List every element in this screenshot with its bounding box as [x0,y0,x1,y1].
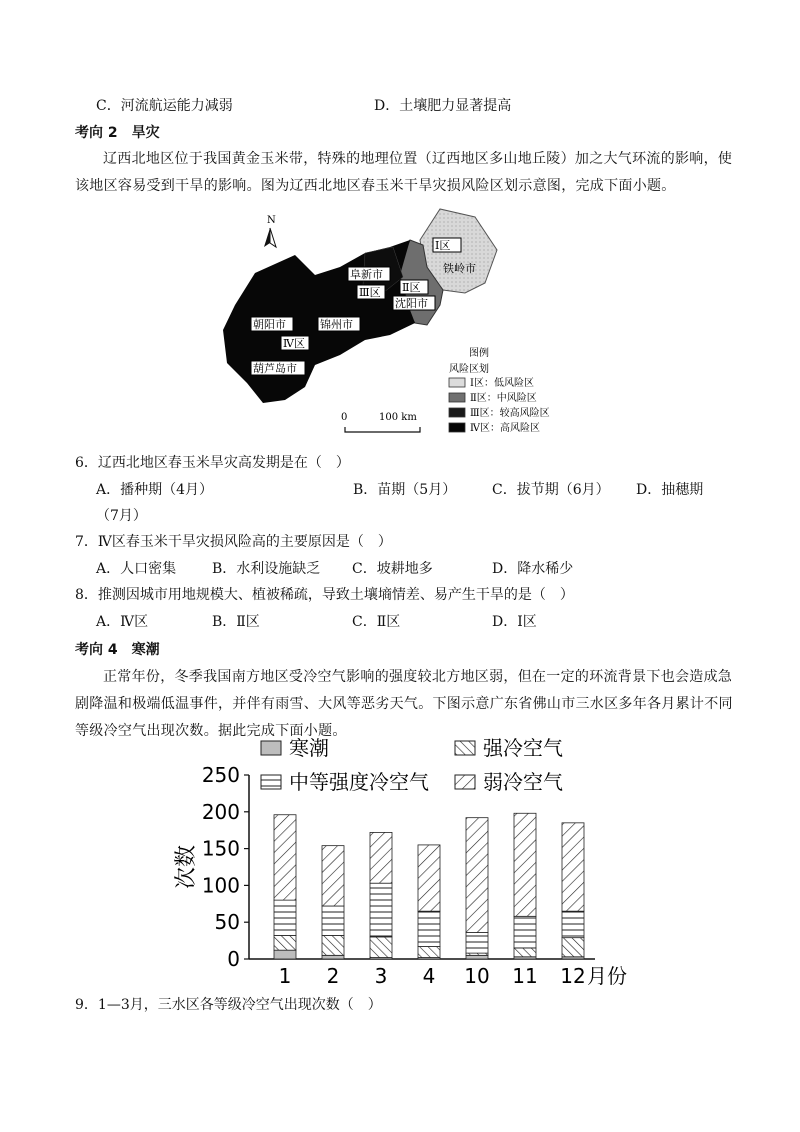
q8-option-a: A．Ⅳ区 [96,614,149,630]
intro-paragraph: 辽西北地区位于我国黄金玉米带，特殊的地理位置（辽西地区多山地丘陵）加之大气环流的影响，使该地区容易受到干旱的影响。图为辽西北地区春玉米干旱灾损风险区划示意图，完成下面小题。 [75,151,733,194]
zone-4-label: Ⅳ区 [283,337,305,350]
legend-label: 寒潮 [289,736,329,760]
bar-segment [562,938,584,957]
bar-segment [562,911,584,937]
y-tick-label: 50 [214,910,240,935]
city-shenyang: 沈阳市 [395,297,428,310]
q7-option-d: D．降水稀少 [492,561,574,577]
north-arrow-icon [264,215,276,247]
q6-option-b: B．苗期（5月） [353,482,457,498]
option-c: C．河流航运能力减弱 [96,98,233,114]
question-7-stem: 7．Ⅳ区春玉米干旱灾损风险高的主要原因是（ ） [75,534,392,550]
question-8-stem: 8．推测因城市用地规模大、植被稀疏，导致土壤墒情差、易产生干旱的是（ ） [75,587,574,603]
x-tick-label: 1 [278,964,292,988]
svg-text:Ⅲ区：较高风险区: Ⅲ区：较高风险区 [470,408,550,419]
city-huludao: 葫芦岛市 [253,362,297,375]
bar-segment [514,916,536,948]
question-9-stem: 9．1—3月，三水区各等级冷空气出现次数（ ） [75,997,382,1013]
bar-segment [466,818,488,933]
legend-label: 强冷空气 [483,736,563,760]
bar-segment [514,948,536,957]
zone-1-label: Ⅰ区 [435,239,451,252]
q8-option-b: B．Ⅱ区 [212,614,260,630]
x-tick-label: 12 [560,964,586,988]
bar-segment [466,955,488,959]
legend-swatch [455,775,475,789]
x-tick-label: 3 [374,964,388,988]
svg-text:Ⅰ区：低风险区: Ⅰ区：低风险区 [470,378,534,389]
y-tick-label: 200 [201,799,240,824]
q6-option-c: C．拔节期（6月） [492,482,610,498]
q6-option-d-cont: （7月） [96,508,147,524]
bar-segment [274,900,296,935]
bar-segment [322,955,344,959]
bar-segment [322,935,344,955]
option-d: D．土壤肥力显著提高 [374,98,512,114]
bar-segment [370,832,392,883]
x-tick-label: 4 [422,964,436,988]
bar-segment [370,937,392,958]
bar-segment [274,935,296,950]
bar-segment [562,823,584,911]
q7-option-b: B．水利设施缺乏 [212,561,321,577]
zone-2-label: Ⅱ区 [402,281,421,294]
svg-text:图例: 图例 [469,348,489,359]
legend-swatch [455,741,475,755]
legend-swatch [261,775,281,789]
risk-zone-map [215,205,615,445]
bar-segment [322,846,344,906]
svg-text:0: 0 [341,412,348,423]
question-6-stem: 6．辽西北地区春玉米旱灾高发期是在（ ） [75,455,350,471]
x-tick-label: 11 [512,964,538,988]
city-chaoyang: 朝阳市 [253,318,286,331]
bar-segment [418,845,440,911]
y-axis-label: 次数 [174,844,199,890]
q6-option-d: D．抽穗期 [636,482,704,498]
q7-option-a: A．人口密集 [96,561,177,577]
x-tick-label: 2 [326,964,340,988]
bar-segment [322,906,344,935]
y-tick-label: 100 [201,873,240,898]
scale-bar [341,412,420,432]
x-tick-label: 10 [464,964,490,988]
svg-text:风险区划: 风险区划 [449,364,489,375]
svg-text:Ⅱ区：中风险区: Ⅱ区：中风险区 [470,393,537,404]
y-tick-label: 150 [201,836,240,861]
q6-option-a: A．播种期（4月） [96,482,214,498]
q8-option-d: D．Ⅰ区 [492,614,537,630]
section-title-4: 考向 4 寒潮 [75,642,160,658]
intro-paragraph-4: 正常年份，冬季我国南方地区受冷空气影响的强度较北方地区弱，但在一定的环流背景下也会造成急剧降温和极端低温事件，并伴有雨雪、大风等恶劣天气。下图示意广东省佛山市三水区多年各月累计不同等级冷空气出现次数。据此完成下面小题。 [75,669,733,739]
svg-text:Ⅳ区：高风险区: Ⅳ区：高风险区 [470,423,540,434]
bar-segment [466,933,488,954]
north-label: N [267,215,276,226]
city-fuxin: 阜新市 [350,268,383,281]
zone-3-label: Ⅲ区 [359,286,381,299]
cold-air-bar-chart [165,735,635,997]
map-legend [449,346,550,434]
q7-option-c: C．坡耕地多 [352,561,433,577]
y-tick-label: 0 [227,947,240,971]
bar-segment [418,946,440,957]
x-axis-label: 月份 [587,964,627,988]
q8-option-c: C．Ⅱ区 [352,614,401,630]
legend-swatch [261,741,281,755]
legend-label: 中等强度冷空气 [289,770,429,794]
legend-label: 弱冷空气 [483,770,563,794]
bar-segment [274,815,296,900]
bar-segment [370,883,392,937]
section-title: 考向 2 旱灾 [75,125,160,141]
y-tick-label: 250 [201,763,240,787]
bar-segment [274,950,296,959]
bar-segment [418,911,440,946]
bar-segment [514,813,536,916]
city-jinzhou: 锦州市 [320,318,353,331]
svg-text:100 km: 100 km [379,412,417,423]
city-tieling: 铁岭市 [443,262,476,275]
